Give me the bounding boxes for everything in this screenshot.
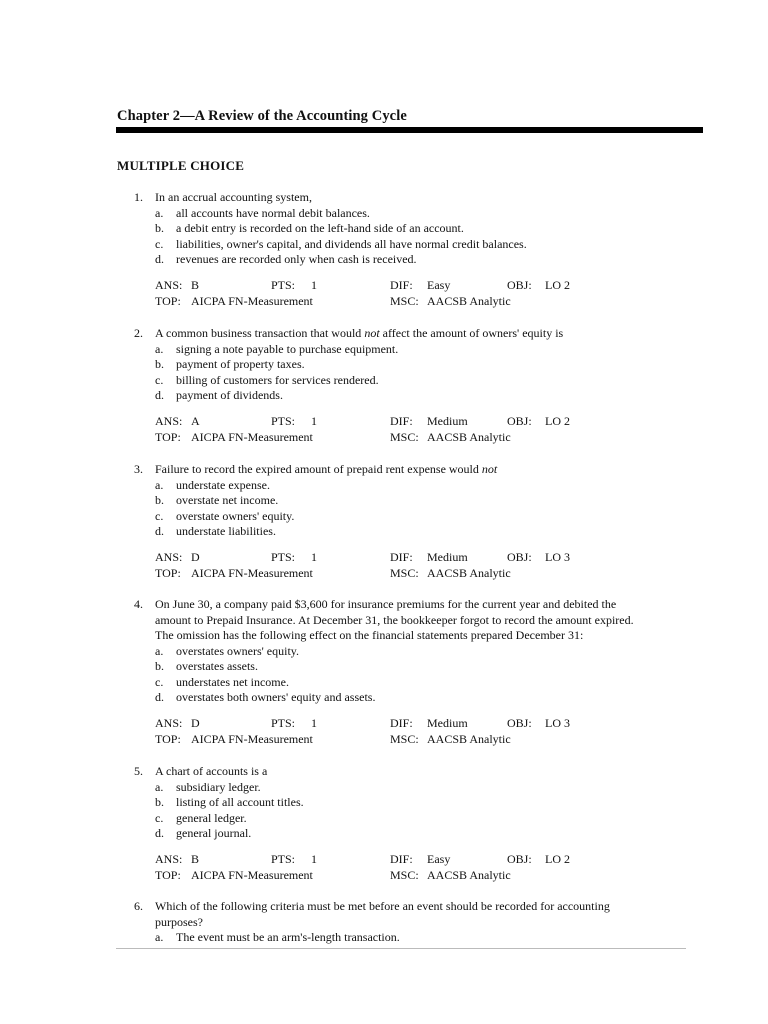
choice-d	[155, 524, 276, 540]
choice-letter: b.	[155, 493, 164, 507]
top-value: AICPA FN-Measurement	[191, 731, 313, 746]
dif-value: Medium	[427, 550, 468, 564]
msc-value: AACSB Analytic	[427, 731, 511, 746]
ans-value: B	[191, 852, 200, 866]
dif-value: Easy	[427, 852, 451, 866]
choice-letter: a.	[155, 643, 164, 658]
top-label: TOP:	[155, 867, 181, 882]
choice-text: payment of dividends.	[176, 388, 283, 402]
choice-letter: c.	[155, 508, 164, 523]
choice-letter: a.	[155, 779, 164, 794]
choice-d	[155, 388, 283, 404]
question-stem	[155, 597, 695, 644]
choice-b	[155, 493, 278, 509]
choice-letter: c.	[155, 236, 164, 251]
question-stem	[155, 326, 695, 342]
choice-letter: c.	[155, 674, 164, 689]
stem-line	[155, 326, 695, 342]
ans-value: D	[191, 716, 200, 730]
question-number: 6.	[134, 899, 143, 913]
choice-text: liabilities, owner's capital, and dividends all have normal credit balances.	[176, 236, 527, 251]
choice-a	[155, 930, 400, 946]
ans-value: A	[191, 414, 200, 428]
pts-label: PTS:	[271, 550, 296, 564]
choice-text: overstate net income.	[176, 493, 279, 507]
msc-value: AACSB Analytic	[427, 867, 511, 882]
msc-value: AACSB Analytic	[427, 293, 511, 308]
choice-d	[155, 252, 417, 268]
dif-label: DIF:	[390, 550, 413, 564]
choice-text: all accounts have normal debit balances.	[176, 205, 370, 220]
choice-a	[155, 342, 398, 358]
choice-b	[155, 221, 464, 237]
msc-label: MSC:	[390, 731, 419, 746]
choice-a	[155, 780, 261, 796]
choice-letter: b.	[155, 795, 164, 809]
msc-label: MSC:	[390, 565, 419, 580]
choice-c	[155, 237, 527, 253]
choice-b	[155, 795, 304, 811]
ans-value: B	[191, 278, 200, 292]
dif-value: Easy	[427, 278, 451, 292]
ans-label: ANS:	[155, 550, 183, 564]
question-stem	[155, 190, 695, 206]
choice-d	[155, 826, 251, 842]
choice-text: The event must be an arm's-length transaction.	[176, 930, 400, 944]
top-value: AICPA FN-Measurement	[191, 429, 313, 444]
msc-value: AACSB Analytic	[427, 565, 511, 580]
choice-letter: c.	[155, 810, 164, 825]
choice-letter: a.	[155, 930, 164, 944]
answer-meta	[155, 550, 715, 581]
stem-emphasis: not	[364, 326, 380, 340]
choice-text: understates net income.	[176, 674, 289, 689]
pts-value: 1	[311, 716, 317, 730]
ans-value: D	[191, 550, 200, 564]
msc-label: MSC:	[390, 429, 419, 444]
dif-label: DIF:	[390, 852, 413, 866]
choice-letter: a.	[155, 205, 164, 220]
top-value: AICPA FN-Measurement	[191, 565, 313, 580]
choice-letter: b.	[155, 659, 164, 673]
choice-text: overstates owners' equity.	[176, 643, 300, 658]
top-label: TOP:	[155, 293, 181, 308]
choice-b	[155, 357, 305, 373]
choice-c	[155, 373, 379, 389]
ans-label: ANS:	[155, 278, 183, 292]
pts-value: 1	[311, 278, 317, 292]
obj-label: OBJ:	[507, 716, 532, 730]
question-number: 5.	[134, 764, 143, 778]
choice-c	[155, 509, 294, 525]
stem-line: In an accrual accounting system,	[155, 190, 312, 204]
pts-label: PTS:	[271, 278, 296, 292]
choice-a	[155, 478, 270, 494]
obj-value: LO 2	[545, 278, 570, 292]
question-number: 2.	[134, 326, 143, 340]
stem-prefix: A common business transaction that would	[155, 326, 365, 340]
pts-label: PTS:	[271, 852, 296, 866]
stem-line: purposes?	[155, 914, 203, 929]
choice-text: overstates assets.	[176, 659, 258, 673]
choice-text: a debit entry is recorded on the left-hand side of an account.	[176, 221, 464, 235]
pts-value: 1	[311, 414, 317, 428]
obj-label: OBJ:	[507, 414, 532, 428]
top-label: TOP:	[155, 565, 181, 580]
question-number: 3.	[134, 462, 143, 476]
obj-label: OBJ:	[507, 852, 532, 866]
dif-value: Medium	[427, 414, 468, 428]
obj-value: LO 2	[545, 414, 570, 428]
choice-c	[155, 675, 289, 691]
choice-text: overstate owners' equity.	[176, 508, 295, 523]
choice-b	[155, 659, 258, 675]
choice-letter: b.	[155, 221, 164, 235]
choice-text: understate liabilities.	[176, 524, 276, 538]
choice-text: understate expense.	[176, 477, 270, 492]
question-number: 1.	[134, 190, 143, 204]
question-stem	[155, 899, 695, 930]
stem-line: Which of the following criteria must be met before an event should be recorded for accounting	[155, 899, 610, 913]
pts-value: 1	[311, 852, 317, 866]
answer-meta	[155, 414, 715, 445]
stem-prefix: Failure to record the expired amount of prepaid rent expense would	[155, 462, 482, 476]
stem-emphasis: not	[481, 462, 498, 476]
answer-meta	[155, 852, 715, 883]
question-stem	[155, 764, 695, 780]
choice-letter: d.	[155, 826, 164, 840]
choice-text: general journal.	[176, 826, 252, 840]
choice-text: signing a note payable to purchase equipment.	[176, 341, 399, 356]
question-number: 4.	[134, 597, 143, 611]
top-value: AICPA FN-Measurement	[191, 293, 313, 308]
choice-text: subsidiary ledger.	[176, 779, 261, 794]
dif-label: DIF:	[390, 716, 413, 730]
choice-a	[155, 206, 370, 222]
choice-letter: d.	[155, 252, 164, 266]
ans-label: ANS:	[155, 414, 183, 428]
question-stem	[155, 462, 695, 478]
choice-letter: d.	[155, 524, 164, 538]
choice-text: listing of all account titles.	[176, 795, 304, 809]
stem-line: A chart of accounts is a	[155, 764, 268, 778]
obj-label: OBJ:	[507, 278, 532, 292]
msc-label: MSC:	[390, 867, 419, 882]
dif-value: Medium	[427, 716, 468, 730]
choice-letter: d.	[155, 690, 164, 704]
ans-label: ANS:	[155, 716, 183, 730]
choice-letter: a.	[155, 341, 164, 356]
answer-meta	[155, 278, 715, 309]
msc-label: MSC:	[390, 293, 419, 308]
choice-letter: d.	[155, 388, 164, 402]
choice-text: payment of property taxes.	[176, 357, 305, 371]
obj-value: LO 3	[545, 716, 570, 730]
choice-a	[155, 644, 299, 660]
choice-letter: a.	[155, 477, 164, 492]
stem-suffix: affect the amount of owners' equity is	[379, 326, 564, 340]
pts-label: PTS:	[271, 716, 296, 730]
choice-text: overstates both owners' equity and assets.	[176, 690, 376, 704]
obj-value: LO 2	[545, 852, 570, 866]
top-label: TOP:	[155, 429, 181, 444]
dif-label: DIF:	[390, 414, 413, 428]
choice-c	[155, 811, 247, 827]
pts-label: PTS:	[271, 414, 296, 428]
choice-d	[155, 690, 375, 706]
choice-text: revenues are recorded only when cash is received.	[176, 252, 417, 266]
answer-meta	[155, 716, 715, 747]
obj-label: OBJ:	[507, 550, 532, 564]
stem-line: On June 30, a company paid $3,600 for insurance premiums for the current year and debited the	[155, 597, 617, 611]
ans-label: ANS:	[155, 852, 183, 866]
title-rule	[116, 127, 703, 133]
top-value: AICPA FN-Measurement	[191, 867, 313, 882]
section-heading: MULTIPLE CHOICE	[117, 158, 245, 173]
chapter-title: Chapter 2—A Review of the Accounting Cycle	[117, 108, 407, 124]
stem-line: amount to Prepaid Insurance. At December 31, the bookkeeper forgot to record the amount expired.	[155, 612, 634, 627]
page-bottom-rule	[116, 948, 686, 949]
msc-value: AACSB Analytic	[427, 429, 511, 444]
top-label: TOP:	[155, 731, 181, 746]
pts-value: 1	[311, 550, 317, 564]
obj-value: LO 3	[545, 550, 570, 564]
stem-line: The omission has the following effect on the financial statements prepared December 31:	[155, 628, 584, 642]
choice-letter: c.	[155, 372, 164, 387]
choice-text: general ledger.	[176, 810, 247, 825]
choice-letter: b.	[155, 357, 164, 371]
dif-label: DIF:	[390, 278, 413, 292]
choice-text: billing of customers for services rendered.	[176, 372, 379, 387]
stem-line	[155, 462, 695, 478]
